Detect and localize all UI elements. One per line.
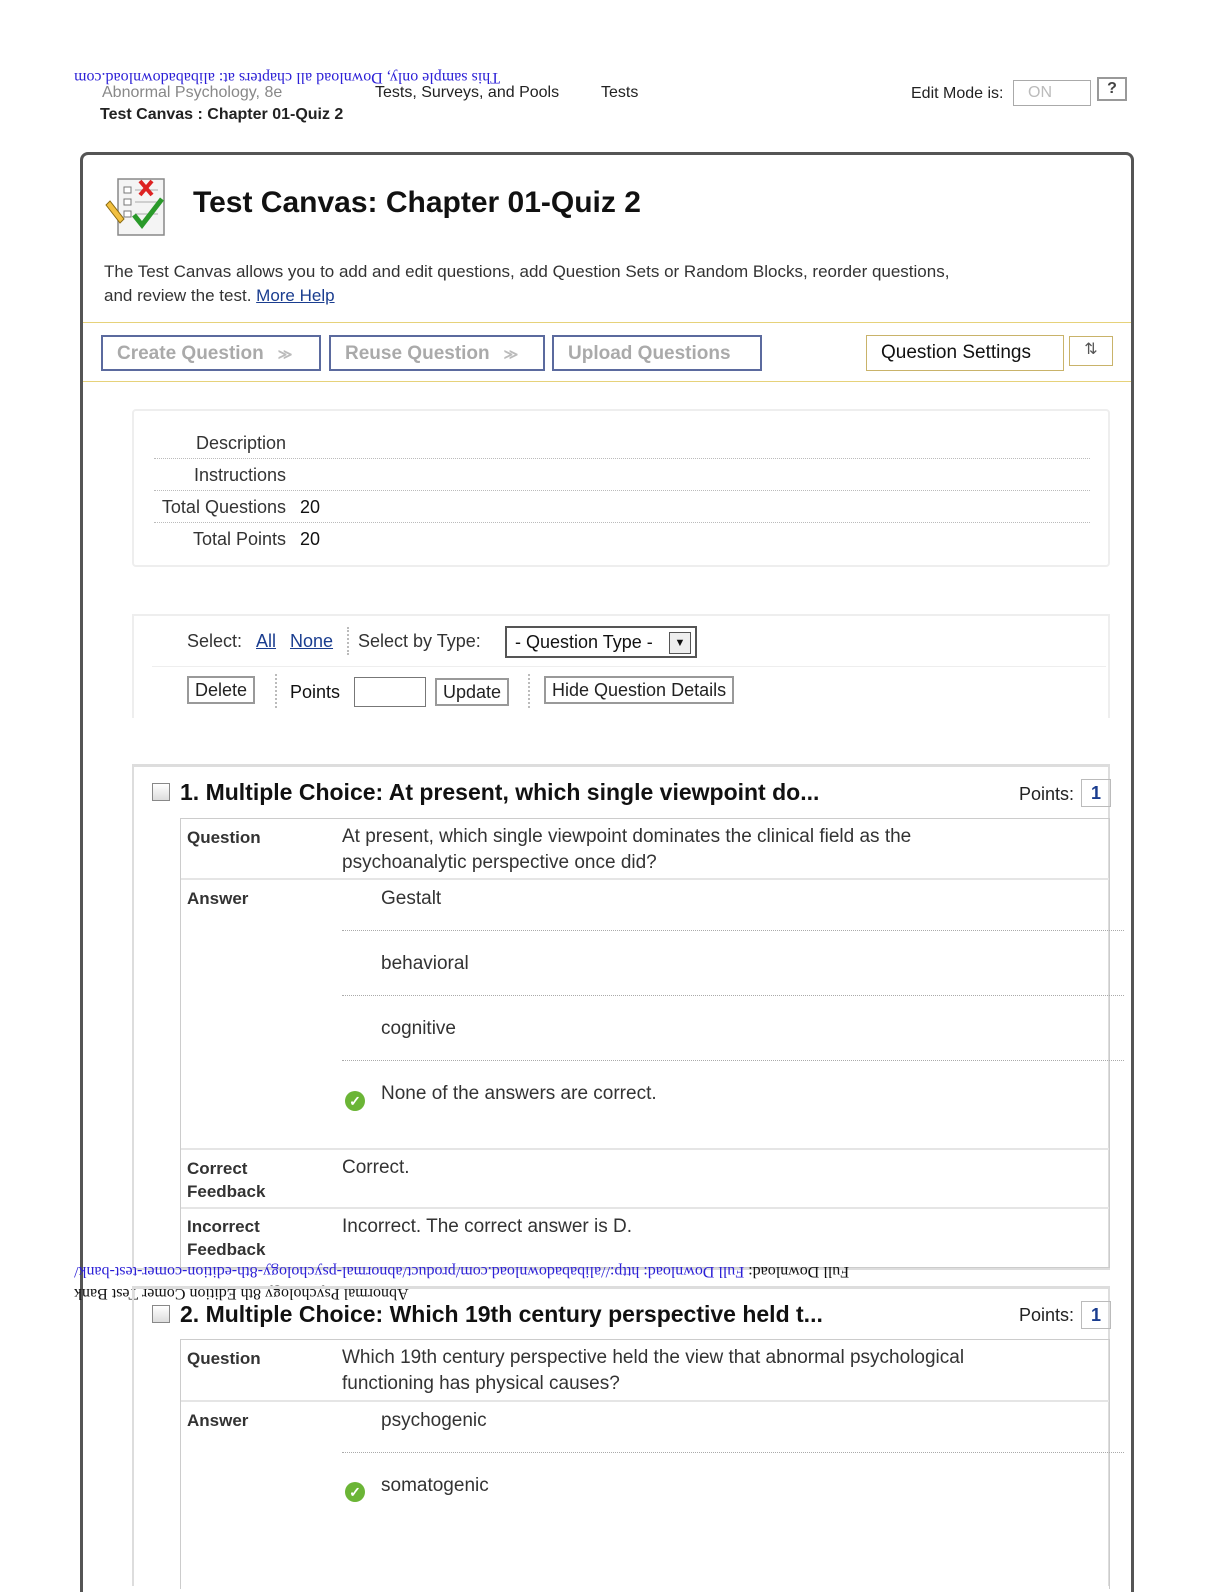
delete-button[interactable]: Delete bbox=[187, 676, 255, 704]
breadcrumb-page[interactable]: Tests bbox=[601, 84, 639, 101]
points-value[interactable]: 1 bbox=[1081, 1301, 1111, 1329]
points-label: Points bbox=[290, 682, 341, 702]
question-settings-button[interactable]: Question Settings bbox=[866, 335, 1064, 371]
chevron-down-icon: ≫ bbox=[277, 346, 293, 362]
divider bbox=[342, 1060, 1124, 1061]
answer-label: Answer bbox=[187, 1411, 249, 1430]
answer-option: cognitive bbox=[381, 1018, 456, 1039]
hide-question-details-button[interactable]: Hide Question Details bbox=[544, 676, 734, 704]
incorrect-feedback-label: Incorrect Feedback bbox=[187, 1217, 266, 1259]
divider bbox=[181, 1148, 1109, 1150]
page-title: Test Canvas: Chapter 01-Quiz 2 bbox=[193, 186, 641, 219]
incorrect-feedback-text: Incorrect. The correct answer is D. bbox=[342, 1216, 633, 1237]
total-points-label: Total Points bbox=[192, 529, 286, 549]
question-type-select[interactable]: - Question Type - ▼ bbox=[505, 626, 697, 658]
divider bbox=[181, 1207, 1109, 1209]
points-input[interactable] bbox=[354, 677, 426, 707]
more-help-link[interactable]: More Help bbox=[256, 286, 335, 305]
edit-mode-toggle[interactable] bbox=[1013, 80, 1091, 106]
correct-feedback-text: Correct. bbox=[342, 1157, 410, 1178]
total-questions-row bbox=[154, 491, 1090, 523]
instructions-label: Instructions bbox=[193, 465, 286, 485]
instructions-row bbox=[154, 459, 1090, 491]
divider bbox=[528, 674, 530, 708]
answer-option: psychogenic bbox=[381, 1410, 487, 1431]
divider bbox=[152, 666, 1106, 667]
answer-option: Gestalt bbox=[381, 888, 442, 909]
create-question-button[interactable]: Create Question ≫ bbox=[101, 335, 321, 371]
correct-answer-check-icon: ✓ bbox=[345, 1482, 365, 1502]
watermark-top: This sample only, Download all chapters at: alibabadownload.com bbox=[74, 69, 500, 86]
update-button[interactable]: Update bbox=[435, 678, 509, 706]
breadcrumb-current: Test Canvas : Chapter 01-Quiz 2 bbox=[100, 106, 344, 123]
question-label: Question bbox=[187, 828, 261, 847]
divider bbox=[342, 995, 1124, 996]
sort-icon[interactable]: ⇅ bbox=[1069, 336, 1113, 366]
points-value[interactable]: 1 bbox=[1081, 779, 1111, 807]
divider bbox=[342, 930, 1124, 931]
divider bbox=[181, 1400, 1109, 1402]
description-label: Description bbox=[195, 433, 286, 453]
select-label: Select: bbox=[187, 631, 243, 651]
total-questions-label: Total Questions bbox=[161, 497, 286, 517]
points-label: Points: bbox=[1019, 1305, 1075, 1325]
divider bbox=[275, 674, 277, 708]
select-all-link[interactable]: All bbox=[256, 631, 277, 651]
answer-label: Answer bbox=[187, 889, 249, 908]
intro-text: The Test Canvas allows you to add and edit questions, add Question Sets or Random Blocks, reorder questions, and review the test. More Help bbox=[104, 262, 950, 305]
question-checkbox[interactable] bbox=[152, 1305, 170, 1323]
total-questions-value: 20 bbox=[300, 497, 321, 517]
correct-feedback-label: Correct Feedback bbox=[187, 1159, 266, 1201]
watermark-bottom-link: Full Download: Full Download: http://alibabadownload.com/product/abnormal-psychology-8th-edition-comer-test-bank/ bbox=[74, 1263, 850, 1280]
breadcrumb-section[interactable]: Tests, Surveys, and Pools bbox=[375, 84, 560, 101]
question-text: Which 19th century perspective held the view that abnormal psychological functioning has physical causes? bbox=[342, 1347, 965, 1394]
question-checkbox[interactable] bbox=[152, 783, 170, 801]
answer-option-correct: somatogenic bbox=[381, 1475, 489, 1496]
total-points-value: 20 bbox=[300, 529, 321, 549]
question-details bbox=[180, 818, 1110, 1268]
question-label: Question bbox=[187, 1349, 261, 1368]
total-points-row bbox=[154, 523, 1090, 554]
description-row bbox=[154, 427, 1090, 459]
reuse-question-button[interactable]: Reuse Question ≫ bbox=[329, 335, 545, 371]
dropdown-arrow-icon: ▼ bbox=[669, 632, 691, 654]
divider bbox=[342, 1452, 1124, 1453]
help-icon: ? bbox=[1107, 80, 1117, 97]
divider bbox=[181, 878, 1109, 880]
breadcrumb-course[interactable]: Abnormal Psychology, 8e bbox=[102, 84, 283, 101]
chevron-down-icon: ≫ bbox=[503, 346, 519, 362]
help-button[interactable] bbox=[1097, 77, 1127, 101]
question-header[interactable]: 1. Multiple Choice: At present, which single viewpoint do... bbox=[180, 779, 820, 805]
edit-mode-value: ON bbox=[1028, 84, 1052, 101]
divider bbox=[347, 627, 349, 655]
answer-option: behavioral bbox=[381, 953, 469, 974]
select-by-type-label: Select by Type: bbox=[358, 631, 481, 651]
test-info-box bbox=[132, 409, 1110, 567]
question-text: At present, which single viewpoint dominates the clinical field as the psychoanalytic perspective once did? bbox=[342, 826, 912, 873]
select-none-link[interactable]: None bbox=[290, 631, 334, 651]
points-label: Points: bbox=[1019, 784, 1075, 804]
test-canvas-icon bbox=[104, 175, 170, 237]
question-header[interactable]: 2. Multiple Choice: Which 19th century perspective held t... bbox=[180, 1301, 823, 1327]
upload-questions-button[interactable]: Upload Questions bbox=[552, 335, 762, 371]
edit-mode-label: Edit Mode is: bbox=[911, 85, 1004, 102]
correct-answer-check-icon: ✓ bbox=[345, 1091, 365, 1111]
watermark-bottom-title: Abnormal Psychology 8th Edition Comer Test Bank bbox=[74, 1285, 409, 1302]
answer-option-correct: None of the answers are correct. bbox=[381, 1083, 657, 1104]
